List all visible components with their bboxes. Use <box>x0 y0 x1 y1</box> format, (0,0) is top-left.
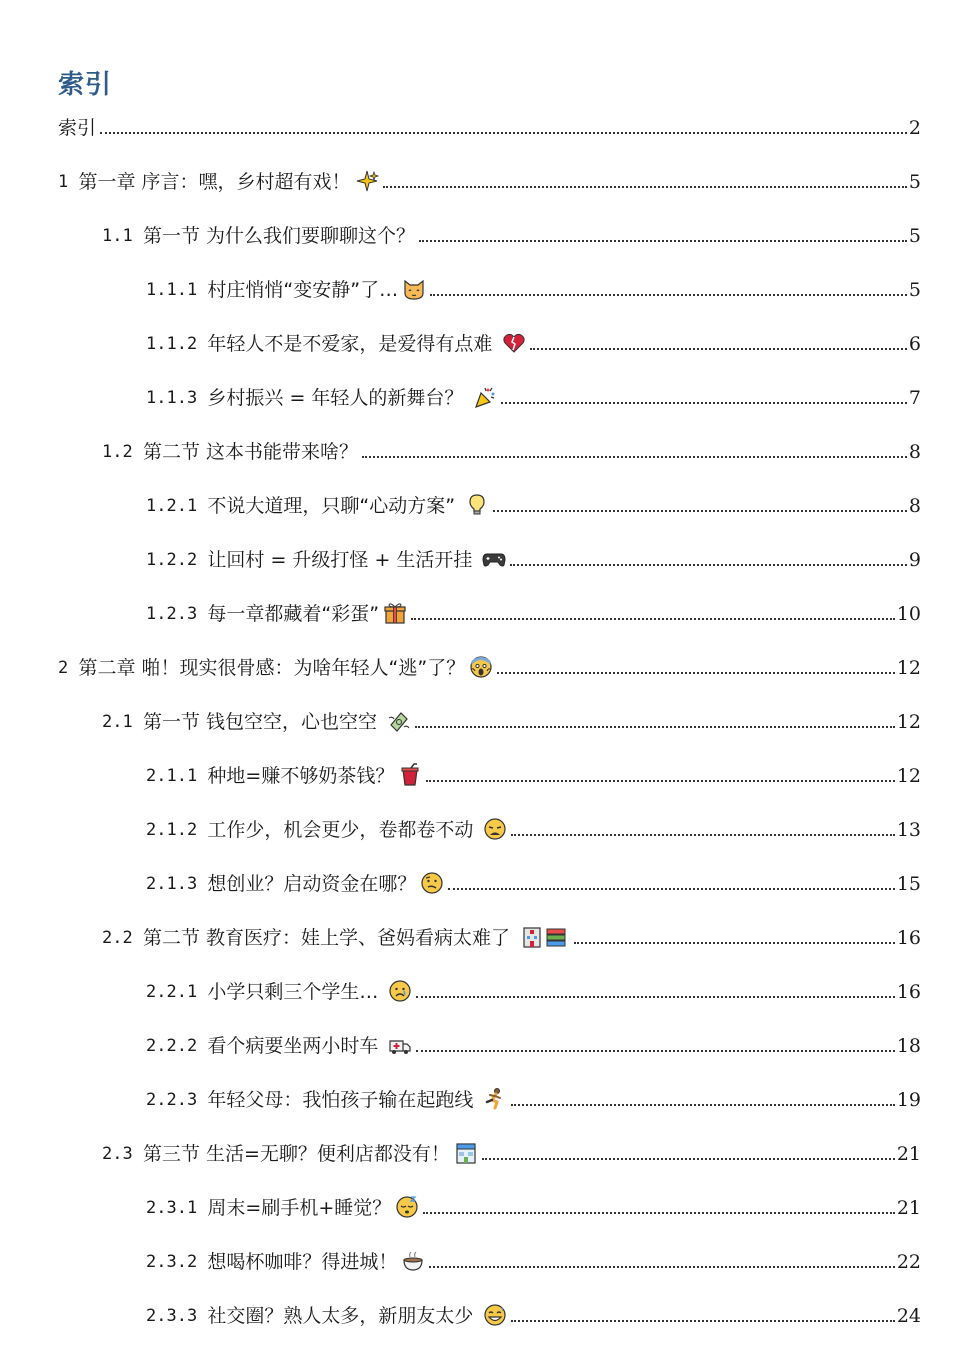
toc-entry[interactable] <box>146 968 921 1004</box>
toc-entry[interactable] <box>102 914 921 950</box>
toc-entry-number: 1 <box>58 172 79 192</box>
dot-leader <box>448 888 894 890</box>
toc-entry[interactable] <box>146 1022 921 1058</box>
dot-leader <box>415 726 895 728</box>
toc-entry[interactable] <box>146 1238 921 1274</box>
books-icon <box>544 925 568 949</box>
toc-entry-title: 周末=刷手机+睡觉？ <box>207 1197 392 1219</box>
ambulance-icon <box>388 1033 412 1057</box>
toc-entry[interactable] <box>146 590 921 626</box>
sparkles-icon <box>355 169 379 193</box>
cat-face-icon <box>402 277 426 301</box>
toc-entry-title: 每一章都藏着“彩蛋” <box>207 603 380 625</box>
toc-entry-page: 21 <box>896 1143 921 1165</box>
toc-entry-title: 年轻人不是不爱家，是爱得有点难 <box>207 333 499 355</box>
toc-entry-title: 让回村 = 升级打怪 + 生活开挂 <box>207 549 479 571</box>
toc-entry-page: 16 <box>896 981 921 1003</box>
toc-entry-number: 2.1.2 <box>146 820 208 840</box>
dot-leader <box>430 294 907 296</box>
toc-entry-page: 8 <box>908 441 921 463</box>
toc-entry-title: 种地=赚不够奶茶钱？ <box>207 765 395 787</box>
sleeping-face-icon <box>395 1195 419 1219</box>
toc-entry-page: 10 <box>896 603 921 625</box>
toc-entry-number: 2.2 <box>102 928 143 948</box>
toc-entry-number: 2.3.3 <box>146 1306 208 1326</box>
toc-entry-number: 1.1 <box>102 226 143 246</box>
toc-entry-number: 2.2.1 <box>146 982 208 1002</box>
toc-entry-page: 24 <box>896 1305 921 1327</box>
sad-face-icon <box>388 979 412 1003</box>
toc-entry-number: 2.1.3 <box>146 874 208 894</box>
toc-heading: 索引 <box>58 70 113 100</box>
toc-entry-page: 2 <box>908 117 921 139</box>
dot-leader <box>362 456 907 458</box>
toc-entry-title: 第二节 这本书能带来啥？ <box>142 441 358 463</box>
toc-entry-number: 2.3.2 <box>146 1252 208 1272</box>
toc-entry-page: 13 <box>896 819 921 841</box>
toc-entry-page: 8 <box>908 495 921 517</box>
toc-entry-number: 2 <box>58 658 79 678</box>
toc-entry-title: 看个病要坐两小时车 <box>207 1035 385 1057</box>
toc-entry-page: 12 <box>896 657 921 679</box>
toc-entry-number: 2.2.3 <box>146 1090 208 1110</box>
toc-entry-number: 1.2 <box>102 442 143 462</box>
toc-entry-title: 小学只剩三个学生… <box>207 981 385 1003</box>
hospital-icon <box>520 925 544 949</box>
toc-entry-title: 想创业？启动资金在哪？ <box>207 873 417 895</box>
toc-entry-title: 第一节 为什么我们要聊聊这个？ <box>142 225 415 247</box>
cup-with-straw-icon <box>398 763 422 787</box>
light-bulb-icon <box>465 493 489 517</box>
toc-entry[interactable] <box>146 1184 921 1220</box>
dot-leader <box>416 996 894 998</box>
broken-heart-icon <box>502 331 526 355</box>
toc-entry[interactable] <box>102 212 921 248</box>
gift-icon <box>383 601 407 625</box>
toc-entry[interactable] <box>102 698 921 734</box>
toc-entry-number: 2.2.2 <box>146 1036 208 1056</box>
toc-entry-number: 2.3 <box>102 1144 143 1164</box>
toc-entry-page: 21 <box>896 1197 921 1219</box>
toc-entry[interactable] <box>146 482 921 518</box>
dot-leader <box>511 834 894 836</box>
toc-entry[interactable] <box>58 104 921 140</box>
hospital-books-icon <box>520 925 570 949</box>
dot-leader <box>426 780 894 782</box>
dot-leader <box>416 1050 894 1052</box>
toc-entry-title: 第二节 教育医疗：娃上学、爸妈看病太难了 <box>142 927 517 949</box>
dot-leader <box>574 942 895 944</box>
toc-entry[interactable] <box>58 644 921 680</box>
toc-entry-page: 12 <box>896 765 921 787</box>
toc-entry-title: 工作少，机会更少，卷都卷不动 <box>207 819 480 841</box>
toc-entry-number: 1.1.3 <box>146 388 208 408</box>
toc-entry-page: 19 <box>896 1089 921 1111</box>
toc-entry-page: 16 <box>896 927 921 949</box>
confused-face-icon <box>420 871 444 895</box>
dot-leader <box>411 618 895 620</box>
toc-entry-title: 第一章 序言：嘿，乡村超有戏！ <box>78 171 351 193</box>
toc-entry-page: 18 <box>896 1035 921 1057</box>
toc-entry-title: 乡村振兴 = 年轻人的新舞台？ <box>207 387 470 409</box>
running-person-icon <box>483 1087 507 1111</box>
toc-entry-page: 5 <box>908 279 921 301</box>
toc-entry-number: 2.3.1 <box>146 1198 208 1218</box>
toc-entry[interactable] <box>146 1076 921 1112</box>
dot-leader <box>383 186 907 188</box>
toc-entry[interactable] <box>146 320 921 356</box>
toc-entry[interactable] <box>58 158 921 194</box>
toc-entry[interactable] <box>146 1292 921 1328</box>
toc-entry-number: 1.1.1 <box>146 280 208 300</box>
dot-leader <box>530 348 906 350</box>
toc-entry[interactable] <box>102 1130 921 1166</box>
dot-leader <box>510 564 906 566</box>
dot-leader <box>100 132 907 134</box>
toc-entry-number: 1.2.3 <box>146 604 208 624</box>
toc-entry-page: 5 <box>908 171 921 193</box>
toc-entry-number: 2.1.1 <box>146 766 208 786</box>
toc-entry-page: 5 <box>908 225 921 247</box>
toc-entry[interactable] <box>102 428 921 464</box>
toc-entry[interactable] <box>146 752 921 788</box>
toc-entry-title: 年轻父母：我怕孩子输在起跑线 <box>207 1089 480 1111</box>
toc-entry-title: 不说大道理，只聊“心动方案” <box>207 495 462 517</box>
game-controller-icon <box>482 547 506 571</box>
toc-entry-page: 9 <box>908 549 921 571</box>
toc-entry-page: 22 <box>896 1251 921 1273</box>
toc-entry-number: 2.1 <box>102 712 143 732</box>
toc-entry-page: 12 <box>896 711 921 733</box>
dot-leader <box>493 510 907 512</box>
toc-entry[interactable] <box>146 266 921 302</box>
toc-entry-title: 社交圈？熟人太多，新朋友太少 <box>207 1305 480 1327</box>
toc-entry-title: 第一节 钱包空空，心也空空 <box>142 711 384 733</box>
toc-entry[interactable] <box>146 536 921 572</box>
toc-entry-page: 15 <box>896 873 921 895</box>
money-with-wings-icon <box>387 709 411 733</box>
toc-entry-number: 1.2.2 <box>146 550 208 570</box>
toc-entry[interactable] <box>146 806 921 842</box>
toc-entry-page: 7 <box>908 387 921 409</box>
weary-face-icon <box>483 817 507 841</box>
hot-beverage-icon <box>401 1249 425 1273</box>
dot-leader <box>482 1158 895 1160</box>
toc-entry-title: 第二章 啪！现实很骨感：为啥年轻人“逃”了？ <box>78 657 466 679</box>
party-popper-icon <box>473 385 497 409</box>
toc-entry-title: 第三节 生活=无聊？便利店都没有！ <box>142 1143 450 1165</box>
toc-entry-number: 1.1.2 <box>146 334 208 354</box>
dot-leader <box>511 1104 894 1106</box>
dot-leader <box>497 672 895 674</box>
toc-entry-number: 1.2.1 <box>146 496 208 516</box>
toc-entry-title: 想喝杯咖啡？得进城！ <box>207 1251 398 1273</box>
screaming-face-icon <box>469 655 493 679</box>
toc-entry-title: 村庄悄悄“变安静”了… <box>207 279 399 301</box>
dot-leader <box>501 402 906 404</box>
convenience-store-icon <box>454 1141 478 1165</box>
dot-leader <box>429 1266 894 1268</box>
toc-entry[interactable] <box>146 374 921 410</box>
dot-leader <box>511 1320 894 1322</box>
toc-entry[interactable] <box>146 860 921 896</box>
dot-leader <box>423 1212 895 1214</box>
toc-entry-title: 索引 <box>58 117 97 139</box>
sweat-smile-icon <box>483 1303 507 1327</box>
dot-leader <box>419 240 907 242</box>
toc-entry-page: 6 <box>908 333 921 355</box>
